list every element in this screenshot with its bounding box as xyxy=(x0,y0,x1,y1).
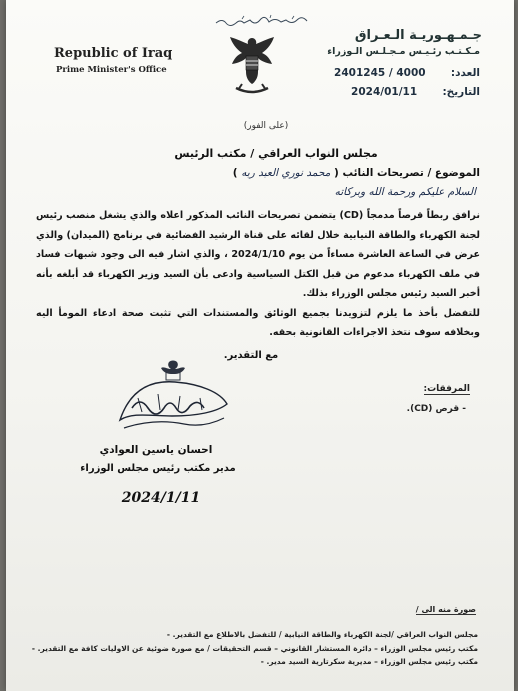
signature-stamp-icon xyxy=(114,358,234,438)
issue-date-label: التاريخ: xyxy=(442,86,480,98)
reference-number-row xyxy=(334,67,480,79)
body-paragraph-2: للتفضل بأخذ ما يلزم لتزويدنا بجميع الوثائق والمستندات التي تثبت صحة ادعاء المومأ اليه وبخلافه سوف نتخذ الاجراءات القانونية بحقه. xyxy=(36,307,480,338)
english-country-title: Republic of Iraq xyxy=(54,46,173,61)
subject-line xyxy=(233,167,480,179)
copy-item: مجلس النواب العراقي /لجنة الكهرباء والطاقة النيابية / للتفضل بالاطلاع مع التقدير. - xyxy=(26,628,478,642)
copies-heading: صورة منه الى / xyxy=(415,605,476,614)
reference-number-label: العدد: xyxy=(450,67,480,79)
copy-item: مكتب رئيس مجلس الوزراء – مديرية سكرتارية السيد مدير. - xyxy=(26,655,478,669)
subject-text: تصريحات النائب ( xyxy=(334,167,424,179)
iraq-eagle-emblem-icon xyxy=(228,34,276,96)
english-office-subtitle: Prime Minister's Office xyxy=(56,65,167,75)
signer-title: مدير مكتب رئيس مجلس الوزراء xyxy=(80,463,236,474)
subject-handwritten-name: محمد نوري العبد ربه xyxy=(241,167,331,179)
attachments-label: المرفقات: xyxy=(423,384,470,394)
signer-name: احسان ياسين العوادي xyxy=(99,444,213,456)
handwritten-greeting: السلام عليكم ورحمة الله وبركاته xyxy=(334,186,476,198)
subject-close: ) xyxy=(232,167,238,179)
top-scribble xyxy=(212,14,312,28)
issue-date-row xyxy=(351,86,480,98)
letter-page xyxy=(6,0,514,691)
letter-body xyxy=(36,206,480,343)
arabic-office-subtitle: مـكـتـب رئـيـس مـجـلـس الـوزراء xyxy=(327,46,480,57)
issue-date-value: 2024/01/11 xyxy=(351,86,418,98)
body-paragraph-1: نرافق ربطاً قرصاً مدمجاً (CD) يتضمن تصريحات النائب المذكور اعلاه والذي يشغل منصب رئيس لجنة الكهرباء والطاقة النيابية خلال لقائه على قناة الرشيد الفضائية في برنامج (الميدان) والذي عرض في الساعة العاشرة مساءاً من يوم 2024/1/10 ، والذي اشار فيه الى وجود شبهات فساد في ملف الكهرباء مدعوم من قبل الكتل السياسية وادعى بأن السيد وزير الكهرباء قد أبلغه بأنه أخبر السيد رئيس مجلس الوزراء بذلك. xyxy=(36,210,480,299)
signature-date: 2024/1/11 xyxy=(121,490,201,506)
copies-list xyxy=(26,628,478,669)
subject-label: الموضوع / xyxy=(427,167,480,179)
closing-regards: مع التقدير. xyxy=(223,350,279,361)
copy-item: مكتب رئيس مجلس الوزراء – دائرة المستشار القانوني – قسم التحقيقات / مع صورة ضوئية عن الاوليات كافة مع التقدير. - xyxy=(26,642,478,656)
attachment-item: - قرص (CD). xyxy=(406,404,466,414)
reference-number-value: 2401245 / 4000 xyxy=(334,67,426,79)
recipient-line: مجلس النواب العراقي / مكتب الرئيس xyxy=(174,147,378,160)
urgent-note: (على الفور) xyxy=(243,121,289,131)
arabic-republic-title: جـمـهـوريـة الـعـراق xyxy=(354,28,482,43)
